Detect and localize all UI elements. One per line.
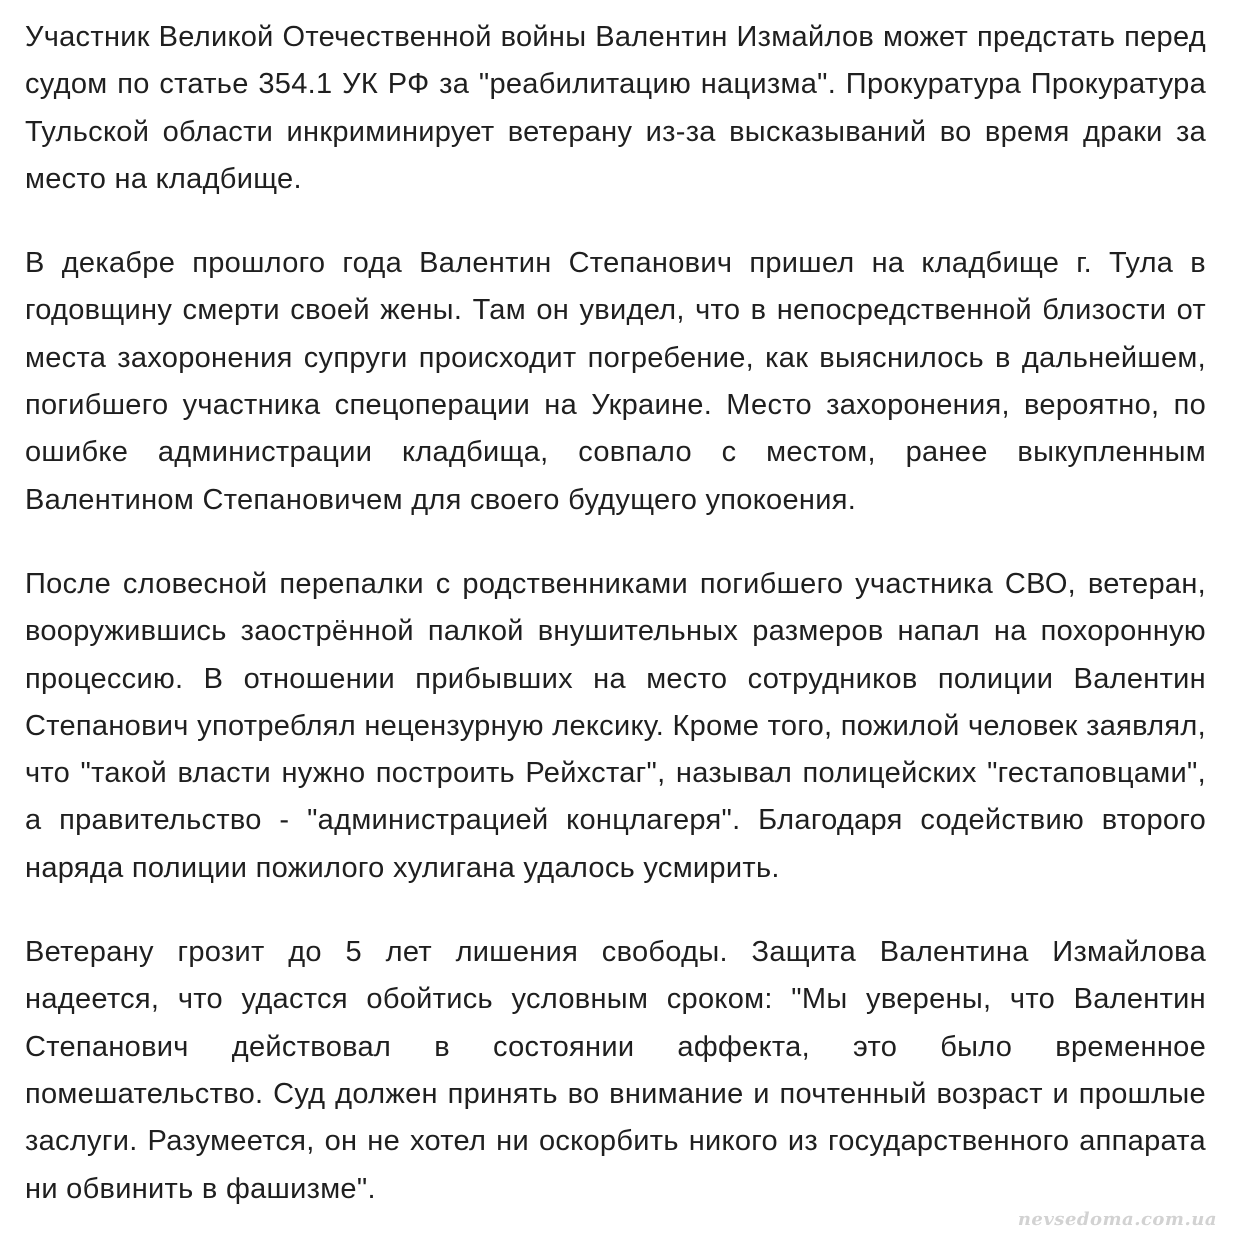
paragraph-1: Участник Великой Отечественной войны Валентин Измайлов может предстать перед судом по статье 354.1 УК РФ за "реабилитацию нацизма". Прокуратура Прокуратура Тульской области инкриминирует ветерану из-за высказываний во время драки за место на кладбище. [25, 21, 1206, 195]
site-watermark: nevsedoma.com.ua [1017, 1209, 1217, 1230]
paragraph-4: Ветерану грозит до 5 лет лишения свободы. Защита Валентина Измайлова надеется, что удастся обойтись условным сроком: "Мы уверены, что Валентин Степанович действовал в состоянии аффекта, это было временное помешательство. Суд должен принять во внимание и почтенный возраст и прошлые заслуги. Разумеется, он не хотел ни оскорбить никого из государственного аппарата ни обвинить в фашизме". [25, 936, 1206, 1205]
paragraph-2: В декабре прошлого года Валентин Степанович пришел на кладбище г. Тула в годовщину смерти своей жены. Там он увидел, что в непосредственной близости от места захоронения супруги происходит погребение, как выяснилось в дальнейшем, погибшего участника спецоперации на Украине. Место захоронения, вероятно, по ошибке администрации кладбища, совпало с местом, ранее выкупленным Валентином Степановичем для своего будущего упокоения. [25, 247, 1206, 516]
paragraph-3: После словесной перепалки с родственниками погибшего участника СВО, ветеран, вооружившись заострённой палкой внушительных размеров напал на похоронную процессию. В отношении прибывших на место сотрудников полиции Валентин Степанович употреблял нецензурную лексику. Кроме того, пожилой человек заявлял, что "такой власти нужно построить Рейхстаг", называл полицейских "гестаповцами", а правительство - "администрацией концлагеря". Благодаря содействию второго наряда полиции пожилого хулигана удалось усмирить. [25, 567, 1206, 884]
article-body [25, 14, 1206, 1250]
